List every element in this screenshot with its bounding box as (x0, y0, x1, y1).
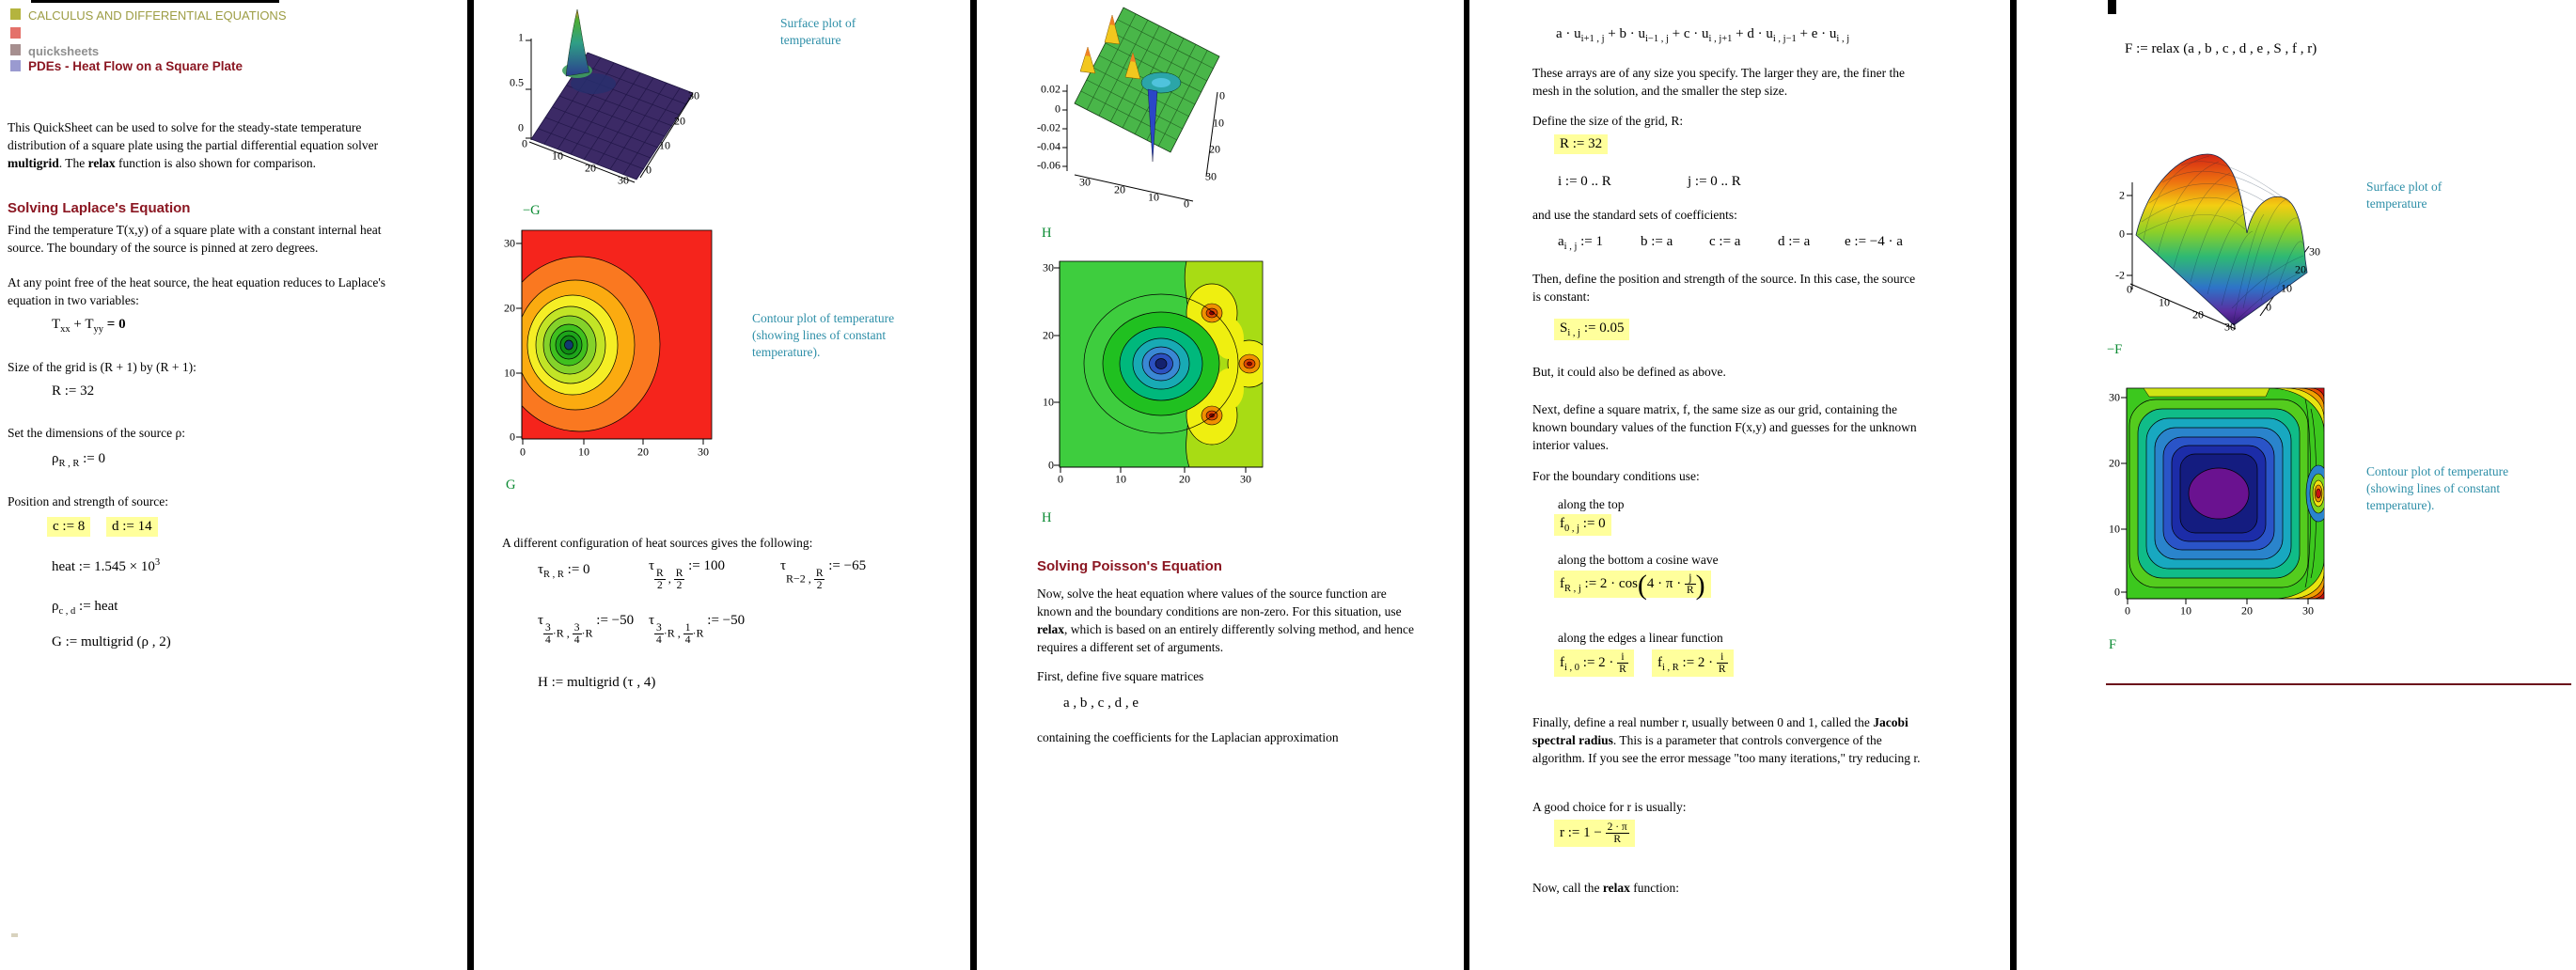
math-token: ·R , (663, 626, 681, 639)
axis-tick: 10 (1213, 116, 1224, 130)
denominator: 4 (545, 634, 551, 646)
trace-label-F: F (2109, 637, 2117, 652)
math-token: τ (649, 558, 655, 573)
math-region-matrices[interactable]: a , b , c , d , e (1063, 696, 1139, 711)
math-subscript: i , j+1 (1708, 34, 1733, 44)
contour-rings (498, 257, 660, 431)
math-region-j-range[interactable]: j := 0 .. R (1688, 174, 1741, 189)
axis-tick: 10 (2180, 603, 2191, 618)
axis-tick: 0 (2127, 282, 2132, 296)
text-line: source. The boundary of the source is pinned at zero degrees. (8, 241, 319, 255)
math-region-tau2[interactable] (649, 558, 725, 591)
paragraph-defined-as-above: But, it could also be defined as above. (1532, 365, 1726, 379)
math-region-f-bottom-input[interactable] (1554, 570, 1711, 601)
surface-plot-H-graphic (1020, 0, 1246, 221)
axis-tick: 0 (2125, 603, 2130, 618)
math-region-G-multigrid[interactable]: G := multigrid (ρ , 2) (52, 634, 171, 649)
paragraph-jacobi-radius (1532, 713, 1921, 767)
page-title: PDEs - Heat Flow on a Square Plate (28, 59, 243, 73)
math-region-f-right-input[interactable] (1652, 649, 1734, 677)
fraction (573, 622, 582, 646)
text-line: This QuickSheet can be used to solve for the steady-state temperature (8, 120, 362, 134)
paragraph-source-position: Position and strength of source: (8, 494, 168, 508)
page-separator (2010, 0, 2017, 970)
axis-tick: 20 (1179, 472, 1190, 486)
axis-tick: 30 (1205, 169, 1217, 183)
label-along-bottom: along the bottom a cosine wave (1558, 553, 1719, 567)
math-region-f-top-input[interactable] (1554, 514, 1611, 536)
math-token: f (1560, 516, 1564, 531)
page-column-2 (474, 0, 970, 970)
contour-plot-F[interactable] (2068, 371, 2388, 644)
text-line (8, 154, 378, 172)
text-line (1037, 620, 1464, 638)
math-subscript: R , j (1564, 584, 1581, 594)
axis-tick: 1 (518, 30, 524, 44)
axis-tick: 0 (2114, 585, 2120, 599)
math-subscript-group (654, 622, 704, 646)
text-line: interior values. (1532, 438, 1609, 452)
label-along-top: along the top (1558, 497, 1625, 511)
math-token: . The (58, 156, 88, 170)
math-subscript: i , j (1563, 242, 1578, 252)
math-token: heat := 1.545 × 10 (52, 559, 155, 574)
axis-tick: 20 (2109, 456, 2120, 470)
numerator: i (1621, 651, 1625, 663)
text-line: Then, define the position and strength of the source. In this case, the source (1532, 272, 1916, 286)
bold-term: relax (1602, 881, 1630, 895)
axis-tick: 20 (637, 445, 649, 459)
text-line: distribution of a square plate using the partial differential equation solver (8, 138, 379, 152)
axis-tick: -0.04 (1037, 139, 1060, 153)
math-subscript: R , R (58, 459, 80, 469)
math-region-tau3[interactable] (780, 558, 866, 591)
legend-square-olive (10, 8, 21, 20)
axis-tick: 0.02 (1041, 82, 1060, 96)
math-region-f-left-input[interactable] (1554, 649, 1634, 677)
axis-tick: 20 (1043, 328, 1054, 342)
legend-square-mauve (10, 44, 21, 55)
axis-tick: 10 (659, 138, 670, 152)
surface-plot-G-graphic (475, 3, 785, 205)
axis-tick: 10 (2159, 295, 2170, 309)
axis-tick: 0.5 (510, 75, 524, 89)
math-token: + T (70, 317, 94, 332)
trace-label-H-contour: H (1042, 510, 1052, 525)
axis-tick: 0 (2119, 227, 2125, 241)
fraction (1617, 651, 1628, 675)
axis-tick: 0 (1219, 88, 1225, 102)
math-region-laplace[interactable] (52, 317, 126, 335)
math-token: function: (1629, 881, 1679, 895)
surface-plot-F[interactable] (2068, 141, 2379, 357)
math-region-tau1[interactable] (538, 562, 590, 580)
math-token: , (668, 571, 671, 585)
text-line: At any point free of the heat source, the heat equation reduces to Laplace's (8, 275, 386, 289)
paragraph-laplacian-coefficients: containing the coefficients for the Laplacian approximation (1037, 730, 1339, 744)
trace-label-H-surface: H (1042, 226, 1052, 241)
math-token: τ (538, 562, 544, 577)
math-token: ·R , (552, 626, 570, 639)
axis-tick: 30 (1079, 175, 1091, 189)
axis-tick: 0 (1055, 102, 1060, 116)
contour-plot-H[interactable] (1020, 242, 1340, 496)
math-region-r-input[interactable] (1554, 820, 1635, 847)
axis-tick: 0 (522, 136, 527, 150)
axis-tick: -2 (2115, 268, 2125, 282)
math-token: := −50 (707, 613, 746, 628)
numerator: R (656, 567, 664, 579)
denominator: 2 (654, 579, 666, 591)
text-line: algorithm. If you see the error message "too many iterations," try reducing r. (1532, 751, 1921, 765)
axis-tick: 20 (2241, 603, 2253, 618)
math-subscript-group (543, 622, 593, 646)
text-line: Next, define a square matrix, f, the same size as our grid, containing the (1532, 402, 1897, 416)
math-subscript: i , 0 (1564, 663, 1580, 673)
math-token: := −50 (596, 613, 635, 628)
math-subscript: i+1 , j (1580, 34, 1605, 44)
text-line (1532, 731, 1921, 749)
text-line: Now, solve the heat equation where values of the source function are (1037, 587, 1387, 601)
math-token: + c · u (1668, 26, 1709, 41)
math-token: f (1657, 655, 1662, 670)
caption-contour-plot: Contour plot of temperature (showing lines of constant temperature). (2366, 464, 2509, 512)
math-superscript: 3 (154, 557, 161, 568)
axis-tick: 20 (1209, 142, 1220, 156)
fraction (654, 622, 664, 646)
contour-plot-F-graphic (2068, 371, 2388, 644)
axis-tick: 30 (2302, 603, 2314, 618)
axis-tick: 0 (520, 445, 526, 459)
text-line (1532, 713, 1921, 731)
math-region-tau5[interactable] (649, 613, 745, 646)
open-paren: ( (1637, 570, 1647, 601)
paragraph-source-dimensions: Set the dimensions of the source ρ: (8, 426, 185, 440)
fraction (674, 568, 685, 591)
math-token: function is also shown for comparison. (115, 156, 316, 170)
math-token: S (1560, 321, 1568, 336)
math-region-R-definition[interactable]: R := 32 (52, 383, 95, 399)
paragraph-boundary-conditions: For the boundary conditions use: (1532, 469, 1700, 483)
math-region-i-range[interactable]: i := 0 .. R (1558, 174, 1611, 189)
axis-tick: 10 (1043, 395, 1054, 409)
denominator: R (1687, 585, 1694, 597)
surface-plot-H[interactable] (1020, 0, 1246, 221)
axis-tick: 30 (2109, 390, 2120, 404)
numerator: 2 · π (1607, 821, 1627, 833)
math-region-laplacian-stencil[interactable] (1556, 26, 1849, 44)
mesh-plate (531, 9, 693, 180)
axis-tick: 0 (1048, 458, 1054, 472)
collection-title: CALCULUS AND DIFFERENTIAL EQUATIONS (28, 8, 287, 23)
contour-regions (2129, 388, 2331, 599)
math-token: Now, call the (1532, 881, 1603, 895)
page-column-4 (1469, 0, 2010, 970)
math-token: := 0.05 (1580, 321, 1625, 336)
surface-plot-G[interactable] (475, 3, 785, 205)
math-region-F-relax[interactable]: F := relax (a , b , c , d , e , S , f , r) (2125, 41, 2317, 56)
axis-tick: 30 (2309, 244, 2320, 258)
fraction (543, 622, 553, 646)
denominator: 4 (573, 634, 580, 646)
math-token: ρ (52, 599, 59, 614)
math-region-heat-value[interactable] (52, 557, 160, 575)
bold-term: relax (87, 156, 116, 170)
math-token: a · u (1556, 26, 1581, 41)
trace-label-G: G (506, 477, 516, 493)
math-token: τ (538, 613, 544, 628)
page-column-1 (0, 0, 467, 970)
math-token: := 2 · (1579, 655, 1614, 670)
fraction (1685, 572, 1696, 596)
math-subscript: i , R (1662, 663, 1679, 673)
math-region-rho-grid[interactable] (52, 451, 105, 469)
math-region-b-coefficient[interactable]: b := a (1641, 234, 1673, 249)
math-subscript: yy (93, 324, 104, 335)
math-token: ·R (581, 626, 593, 639)
mesh-plate (1075, 8, 1219, 162)
math-subscript: c , d (58, 606, 76, 617)
math-subscript: i , j (1836, 34, 1850, 44)
math-region-c-coefficient[interactable]: c := a (1709, 234, 1741, 249)
denominator: 4 (656, 634, 662, 646)
paragraph-solve-poisson (1037, 585, 1464, 656)
axis-tick: 20 (2192, 307, 2204, 321)
math-region-d-coefficient[interactable]: d := a (1778, 234, 1811, 249)
axis-tick: 10 (552, 149, 563, 163)
paragraph-five-matrices: First, define five square matrices (1037, 669, 1204, 683)
axis-tick: 0 (518, 120, 524, 134)
numerator: i (1720, 651, 1724, 663)
bold-term: Jacobi (1873, 715, 1908, 729)
math-token: r := 1 − (1560, 825, 1602, 840)
numerator: 3 (545, 621, 551, 634)
axis-tick: 10 (2109, 522, 2120, 536)
fraction (1606, 821, 1629, 845)
text-line: mesh in the solution, and the smaller the step size. (1532, 84, 1788, 98)
axis-tick: 20 (2295, 262, 2306, 276)
axis-tick: 20 (1114, 182, 1125, 196)
label-along-edges: along the edges a linear function (1558, 631, 1723, 645)
axis-tick: 10 (1115, 472, 1126, 486)
math-region-e-coefficient[interactable]: e := −4 · a (1845, 234, 1903, 249)
math-region-rho-heat[interactable] (52, 599, 118, 617)
paragraph-good-choice: A good choice for r is usually: (1532, 800, 1687, 814)
denominator: 2 (814, 579, 825, 591)
fraction (1717, 651, 1728, 675)
surface-plot-F-graphic (2068, 141, 2379, 357)
math-token: f (1560, 655, 1564, 670)
math-token: Finally, define a real number r, usually between 0 and 1, called the (1532, 715, 1874, 729)
page-separator (970, 0, 977, 970)
fraction (654, 568, 666, 591)
numerator: R (675, 567, 683, 579)
axis-tick: 30 (618, 173, 629, 187)
breadcrumb-quicksheets[interactable]: quicksheets (28, 44, 100, 58)
math-token: τ (780, 558, 787, 573)
math-token: + b · u (1604, 26, 1646, 41)
paragraph-define-grid: Define the size of the grid, R: (1532, 114, 1684, 128)
math-token: 4 · π · (1646, 576, 1682, 591)
math-token: := heat (75, 599, 118, 614)
math-token: ·R (692, 626, 704, 639)
denominator: R (1606, 833, 1629, 845)
denominator: 2 (674, 579, 685, 591)
axis-tick: -0.06 (1037, 158, 1060, 172)
paragraph-standard-coefficients: and use the standard sets of coefficients: (1532, 208, 1737, 222)
bold-term: relax (1037, 622, 1064, 636)
math-token: a (1558, 234, 1564, 249)
trace-label-negF: −F (2107, 342, 2123, 357)
paragraph-source-strength (1532, 270, 1915, 305)
math-region-c-input[interactable]: c := 8 (47, 517, 90, 537)
math-token: . This is a parameter that controls convergence of the (1612, 733, 1882, 747)
math-token: τ (649, 613, 655, 628)
math-token: := 0 (79, 451, 106, 466)
mesh-dome (2136, 154, 2307, 325)
axis-tick: 10 (504, 366, 515, 380)
math-subscript: i , j (1567, 328, 1581, 338)
axis-tick: 20 (674, 114, 685, 128)
math-token: := 2 · (1678, 655, 1714, 670)
math-token: := 2 · cos (1580, 576, 1638, 591)
axis-tick: -0.02 (1037, 120, 1060, 134)
axis-tick: 10 (1148, 190, 1159, 204)
math-token: := −65 (828, 558, 867, 573)
paragraph-different-config: A different configuration of heat sources gives the following: (502, 536, 813, 550)
clipped-heading-glyph (2108, 0, 2116, 14)
cursor-artifact (11, 933, 18, 937)
fraction (683, 622, 693, 646)
text-line: known boundary values of the function F(x,y) and guesses for the unknown (1532, 420, 1917, 434)
trace-label-negG: −G (523, 203, 541, 218)
math-subscript: xx (60, 324, 71, 335)
math-token: T (52, 317, 61, 332)
math-subscript-group (786, 568, 825, 591)
bold-term: multigrid (8, 156, 59, 170)
paragraph-heat-equation (8, 274, 385, 309)
math-region-S-input[interactable] (1554, 319, 1629, 340)
caption-surface-plot: Surface plot of temperature (780, 16, 856, 47)
axis-tick: 10 (2281, 281, 2292, 295)
math-token: = 0 (103, 317, 126, 332)
horizontal-rule (2106, 683, 2571, 685)
numerator: 1 (684, 621, 691, 634)
math-region-R-input[interactable]: R := 32 (1554, 134, 1608, 154)
fraction (814, 568, 825, 591)
section-heading-poisson: Solving Poisson's Equation (1037, 558, 1222, 574)
math-region-a-coefficient[interactable] (1558, 234, 1603, 252)
axis-tick: 10 (578, 445, 589, 459)
axis-tick: 0 (1058, 472, 1063, 486)
math-subscript: i−1 , j (1645, 34, 1669, 44)
numerator: 3 (656, 621, 662, 634)
contour-plot-H-graphic (1020, 242, 1340, 496)
denominator: R (1718, 664, 1726, 676)
axis-tick: 0 (2266, 300, 2271, 314)
section-heading-laplace: Solving Laplace's Equation (8, 200, 191, 216)
axis-tick: 30 (1043, 260, 1054, 274)
text-line: requires a different set of arguments. (1037, 640, 1224, 654)
axis-tick: 2 (2119, 188, 2125, 202)
math-token: + e · u (1796, 26, 1837, 41)
axis-tick: 30 (504, 236, 515, 250)
paragraph-boundary-matrix (1532, 400, 1917, 454)
math-subscript: 0 , j (1564, 524, 1580, 534)
numerator: R (815, 567, 824, 579)
math-region-H-multigrid[interactable]: H := multigrid (τ , 4) (538, 675, 656, 690)
math-token: := 0 (563, 562, 590, 577)
page-column-5 (2017, 0, 2576, 970)
axis-tick: 20 (504, 301, 515, 315)
numerator: j (1689, 572, 1692, 584)
math-region-tau4[interactable] (538, 613, 634, 646)
text-line: is constant: (1532, 289, 1591, 304)
axis-tick: 20 (585, 161, 596, 175)
axis-tick: 30 (688, 88, 699, 102)
text-line: equation in two variables: (8, 293, 139, 307)
math-token: := 0 (1579, 516, 1606, 531)
axis-tick: 30 (698, 445, 709, 459)
clipped-toolbar-edge (31, 0, 279, 3)
text-line: Find the temperature T(x,y) of a square plate with a constant internal heat (8, 223, 382, 237)
text-line: known and the boundary conditions are non-zero. For this situation, use (1037, 604, 1402, 618)
math-region-d-input[interactable]: d := 14 (106, 517, 158, 537)
page-column-3 (977, 0, 1464, 970)
numerator: 3 (573, 621, 580, 634)
denominator: R (1619, 664, 1626, 676)
math-token: + d · u (1732, 26, 1773, 41)
math-subscript-group (654, 568, 684, 591)
math-token: ρ (52, 451, 59, 466)
caption-surface-plot: Surface plot of temperature (2366, 180, 2442, 211)
page-separator (467, 0, 474, 970)
paragraph-find-temperature (8, 221, 382, 257)
caption-contour-plot: Contour plot of temperature (showing lines of constant temperature). (752, 311, 895, 359)
axis-tick: 0 (510, 430, 515, 444)
math-subscript: R , R (543, 570, 564, 580)
text-line: These arrays are of any size you specify. The larger they are, the finer the (1532, 66, 1905, 80)
axis-tick: 30 (1240, 472, 1251, 486)
axis-tick: 0 (646, 163, 652, 177)
paragraph-array-size (1532, 64, 1905, 100)
paragraph-intro (8, 118, 378, 172)
math-token: f (1560, 576, 1564, 591)
math-token: R−2 , (786, 571, 811, 585)
legend-square-salmon (10, 27, 21, 39)
math-token: := 1 (1577, 234, 1604, 249)
legend-square-lavender (10, 60, 21, 71)
denominator: 4 (684, 634, 691, 646)
math-token: := 100 (688, 558, 726, 573)
math-subscript: i , j−1 (1772, 34, 1797, 44)
axis-tick: 30 (2224, 320, 2236, 334)
paragraph-grid-size: Size of the grid is (R + 1) by (R + 1): (8, 360, 196, 374)
axis-tick: 0 (1184, 196, 1189, 211)
close-paren: ) (1695, 570, 1705, 601)
paragraph-call-relax (1532, 879, 1679, 897)
bold-term: spectral radius (1532, 733, 1613, 747)
math-token: , which is based on an entirely differently solving method, and hence (1064, 622, 1415, 636)
